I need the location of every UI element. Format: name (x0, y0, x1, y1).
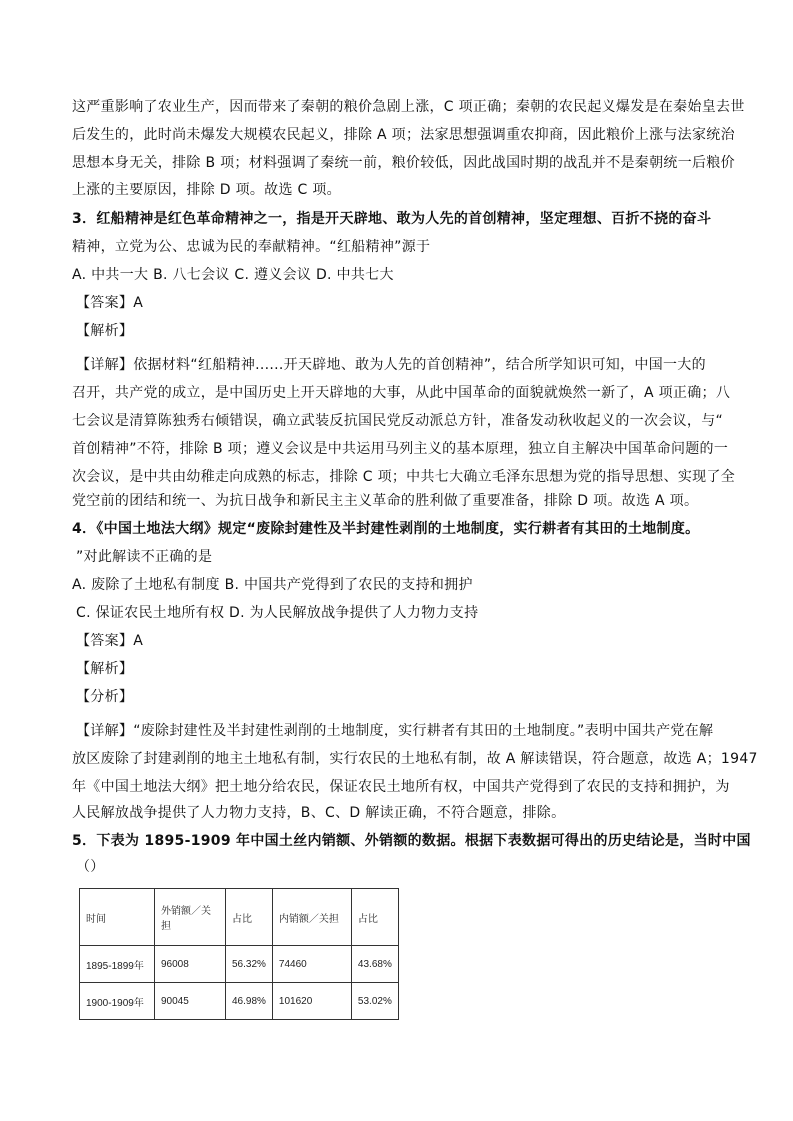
table-header-cell: 内销额／关担 (272, 889, 351, 946)
table-cell: 43.68% (351, 946, 398, 983)
table-cell: 96008 (155, 946, 226, 983)
question-4-analysis-label: 【解析】 (76, 661, 134, 677)
question-4-detail: 放区废除了封建剥削的地主土地私有制，实行农民的土地私有制，故 A 解读错误，符合题意，故选 A；1947 (72, 751, 758, 767)
table-header-row (80, 889, 399, 946)
table-cell: 1900-1909年 (80, 983, 155, 1020)
table-cell: 1895-1899年 (80, 946, 155, 983)
table-cell: 56.32% (226, 946, 273, 983)
paragraph-line: 这严重影响了农业生产，因而带来了秦朝的粮价急剧上涨，C 项正确；秦朝的农民起义爆发是在秦始皇去世 (72, 99, 745, 115)
silk-sales-table (79, 888, 399, 1020)
question-3-detail: 党空前的团结和统一、为抗日战争和新民主主义革命的胜利做了重要准备，排除 D 项。故选 A 项。 (72, 493, 699, 509)
question-4-answer: 【答案】A (76, 633, 144, 649)
question-4-stem: ”对此解读不正确的是 (76, 549, 213, 565)
table-cell: 53.02% (351, 983, 398, 1020)
question-4-options-cd: C. 保证农民土地所有权 D. 为人民解放战争提供了人力物力支持 (76, 605, 479, 621)
table-header-cell: 占比 (351, 889, 398, 946)
question-3-detail: 召开，共产党的成立，是中国历史上开天辟地的大事，从此中国革命的面貌就焕然一新了，A 项正确；八 (72, 385, 731, 401)
question-3-detail: 首创精神”不符，排除 B 项；遵义会议是中共运用马列主义的基本原理，独立自主解决中国革命问题的一 (72, 441, 729, 457)
table-row (80, 946, 399, 983)
question-3-stem: 精神，立党为公、忠诚为民的奉献精神。“红船精神”源于 (72, 239, 431, 255)
table-cell: 101620 (272, 983, 351, 1020)
question-3-detail: 七会议是清算陈独秀右倾错误，确立武装反抗国民党反动派总方针，准备发动秋收起义的一次会议，与“ (72, 413, 724, 429)
question-4-detail: 【详解】“废除封建性及半封建性剥削的土地制度，实行耕者有其田的土地制度。”表明中国共产党在解 (76, 723, 714, 739)
table-cell: 90045 (155, 983, 226, 1020)
paragraph-line: 后发生的，此时尚未爆发大规模农民起义，排除 A 项；法家思想强调重农抑商，因此粮价上涨与法家统治 (72, 127, 735, 143)
question-4-stem: 4．《中国土地法大纲》规定“废除封建性及半封建性剥削的土地制度，实行耕者有其田的土地制度。 (72, 521, 700, 537)
question-4-fenxi-label: 【分析】 (76, 689, 134, 705)
question-3-answer: 【答案】A (76, 295, 144, 311)
question-3-stem: 3．红船精神是红色革命精神之一，指是开天辟地、敢为人先的首创精神，坚定理想、百折不挠的奋斗 (72, 211, 712, 227)
question-5-stem: （） (76, 859, 105, 875)
question-4-detail: 人民解放战争提供了人力物力支持，B、C、D 解读正确，不符合题意，排除。 (72, 805, 566, 821)
question-3-options: A. 中共一大 B. 八七会议 C. 遵义会议 D. 中共七大 (72, 267, 394, 283)
question-4-options-ab: A. 废除了土地私有制度 B. 中国共产党得到了农民的支持和拥护 (72, 577, 473, 593)
table-cell: 46.98% (226, 983, 273, 1020)
table-header-cell: 时间 (80, 889, 155, 946)
question-4-detail: 年《中国土地法大纲》把土地分给农民，保证农民土地所有权，中国共产党得到了农民的支持和拥护，为 (72, 779, 730, 795)
table-header-cell: 占比 (226, 889, 273, 946)
table-row (80, 983, 399, 1020)
table-cell: 74460 (272, 946, 351, 983)
table-header-cell: 外销额／关担 (155, 889, 226, 946)
paragraph-line: 上涨的主要原因，排除 D 项。故选 C 项。 (72, 182, 341, 198)
question-3-detail: 次会议，是中共由幼稚走向成熟的标志，排除 C 项；中共七大确立毛泽东思想为党的指导思想、实现了全 (72, 469, 736, 485)
question-5-stem: 5．下表为 1895-1909 年中国土丝内销额、外销额的数据。根据下表数据可得出的历史结论是，当时中国 (72, 833, 751, 849)
question-3-detail: 【详解】依据材料“红船精神......开天辟地、敢为人先的首创精神”，结合所学知识可知，中国一大的 (76, 357, 706, 373)
paragraph-line: 思想本身无关，排除 B 项；材料强调了秦统一前，粮价较低，因此战国时期的战乱并不是秦朝统一后粮价 (72, 155, 735, 171)
question-3-analysis-label: 【解析】 (76, 323, 134, 339)
